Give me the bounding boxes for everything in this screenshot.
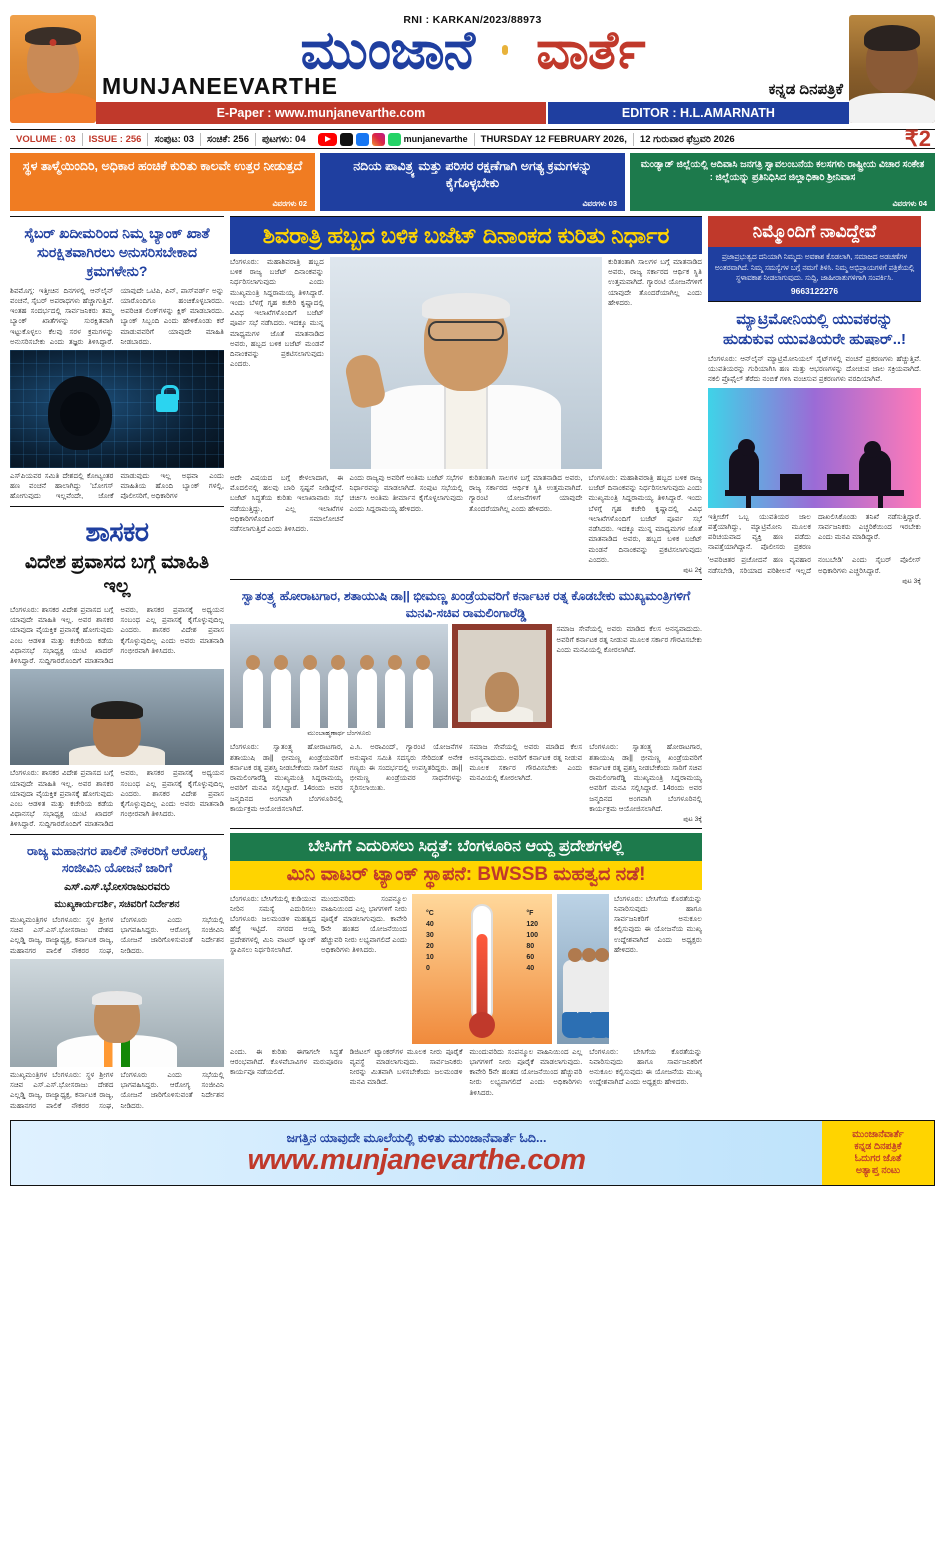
paper-title xyxy=(96,21,849,81)
article-cyber-safety-headline: ಸೈಬರ್ ಖದೀಮರಿಂದ ನಿಮ್ಮ ಬ್ಯಾಂಕ್ ಖಾತೆ ಸುರಕ್ಷಿತವಾಗಿರಲು ಅನುಸರಿಸಬೇಕಾದ ಕ್ರಮಗಳೇನು? xyxy=(24,225,210,279)
article-matrimony-col2: ಇತ್ತೀಚೆಗೆ ಒಬ್ಬ ಯುವತಿಯರ ಜಾಲ ಪತ್ತೆಯಾಗಿದ್ದು, ಮ್ಯಾಟ್ರಿಮೋನಿ ಮೂಲಕ ಪರಿಚಯವಾದ ವ್ಯಕ್ತಿ ಹಣ ಪಡೆದು ನಾಪತ್ತೆಯಾಗಿದ್ದಾನೆ. ಪೊಲೀಸರು ಪ್ರಕರಣ ದಾಖಲಿಸಿಕೊಂಡು ತನಿಖೆ ನಡೆಸುತ್ತಿದ್ದಾರೆ. ಸಾರ್ವಜನಿಕರು ಎಚ್ಚರಿಕೆಯಿಂದ ಇರಬೇಕು ಎಂದು ಮನವಿ ಮಾಡಿದ್ದಾರೆ. xyxy=(708,511,921,552)
paper-title-part1: ಮುಂಜಾನೆ xyxy=(300,21,475,81)
article-khandre-title: ಸ್ವಾತಂತ್ರ್ಯ ಹೋರಾಟಗಾರ, ಶತಾಯುಷಿ ಡಾ|| ಭೀಮಣ್ಣ ಖಂಡ್ರೆಯವರಿಗೆ ಕರ್ನಾಟಕ ರತ್ನ ಕೊಡಬೇಕು ಮುಖ್ಯಮಂತ್ರಿಗಳಿಗೆ ಮನವಿ-ಸಚಿವ ರಾಮಲಿಂಗಾರೆಡ್ಡಿ xyxy=(241,588,691,620)
article-health-scheme[interactable] xyxy=(10,835,224,1115)
epaper-link[interactable]: E-Paper : www.munjanevarthe.com xyxy=(96,102,548,124)
left-column xyxy=(10,216,224,1115)
banner-side-line-3: ಓದುಗರ ಜೊತೆ xyxy=(854,1153,902,1165)
price-label: ₹2 xyxy=(904,126,931,151)
article-bwssb[interactable] xyxy=(230,829,702,1102)
water-queue-photo xyxy=(557,894,609,1044)
social-handle: munjanevarthe xyxy=(403,134,468,144)
issue-info-strip xyxy=(10,126,935,151)
rni-number: RNI : KARKAN/2023/88973 xyxy=(403,14,542,27)
khandre-photos xyxy=(230,624,702,738)
khandre-page-note: ಪುಟ 3ಕ್ಕೆ xyxy=(683,815,702,823)
lead-col-1: ಬೆಂಗಳೂರು: ಮಹಾಶಿವರಾತ್ರಿ ಹಬ್ಬದ ಬಳಿಕ ರಾಜ್ಯ ಬಜೆಟ್ ದಿನಾಂಕವನ್ನು ನಿರ್ಧರಿಸಲಾಗುವುದು ಎಂದು ಮುಖ್ಯಮಂತ್ರಿ ಸಿದ್ದರಾಮಯ್ಯ ತಿಳಿಸಿದ್ದಾರೆ. ಇಂದು ಬೆಳಗ್ಗೆ ಗೃಹ ಕಚೇರಿ ಕೃಷ್ಣಾದಲ್ಲಿ ವಿವಿಧ ಇಲಾಖೆಗಳೊಂದಿಗೆ ಬಜೆಟ್ ಪೂರ್ವ ಸಭೆ ನಡೆಸಿದರು. ಇದಕ್ಕೂ ಮುನ್ನ ಮಾಧ್ಯಮಗಳ ಜೊತೆ ಮಾತನಾಡಿದ ಅವರು, ಹಬ್ಬದ ಬಳಿಕ ಬಜೆಟ್ ಮಂಡನೆ ದಿನಾಂಕವನ್ನು ಪ್ರಕಟಿಸಲಾಗುವುದು ಎಂದರು. xyxy=(230,257,324,369)
article-mla-body-bottom: ಬೆಂಗಳೂರು: ಶಾಸಕರ ವಿದೇಶ ಪ್ರವಾಸದ ಬಗ್ಗೆ ಯಾವುದೇ ಮಾಹಿತಿ ಇಲ್ಲ. ಅವರ ಶಾಸಕರ ಯಾವುದಾ ವೈಯಕ್ತಿಕ ಪ್ರವಾಸಕ್ಕೆ ಹೋಗುವುದು ಎಂಬ ಆಡಳಿತ ಮತ್ತು ಕಚೇರಿಯ ಕಡೆಯ ವಿಧಾನಸಭೆ ಸಭಾಧ್ಯಕ್ಷ ಯುಟಿ ಖಾದರ್ ತಿಳಿಸಿದ್ದಾರೆ. ಸುದ್ದಿಗಾರರೊಂದಿಗೆ ಮಾತನಾಡಿದ ಅವರು, ಶಾಸಕರ ಪ್ರವಾಸಕ್ಕೆ ಅಧ್ಯಯನ ಸಂಬಂಧ ಎಲ್ಲ ಪ್ರವಾಸಕ್ಕೆ ಕೈಗೊಳ್ಳುವುದಿಲ್ಲ ಎಂದರು. ಶಾಸಕರ ವಿದೇಶ ಪ್ರವಾಸ ಕೈಗೊಳ್ಳುವುದಿಲ್ಲ ಎಂದು ಅವರು ಮಾತನಾಡಿ ಗಂಭೀರವಾಗಿ ತಿಳಿಸಿದರು. xyxy=(10,768,224,829)
article-khandre-col5: ಬೆಂಗಳೂರು: ಸ್ವಾತಂತ್ರ್ಯ ಹೋರಾಟಗಾರ, ಶತಾಯುಷಿ ಡಾ|| ಭೀಮಣ್ಣ ಖಂಡ್ರೆಯವರಿಗೆ ಕರ್ನಾಟಕ ರತ್ನ ಪ್ರಶಸ್ತಿ ನೀಡಬೇಕೆಂದು ಸಾರಿಗೆ ಸಚಿವ ರಾಮಲಿಂಗಾರೆಡ್ಡಿ ಮುಖ್ಯಮಂತ್ರಿ ಸಿದ್ದರಾಮಯ್ಯ ಅವರಿಗೆ ಮನವಿ ಸಲ್ಲಿಸಿದ್ದಾರೆ. 14ರಂದು ಅವರ ಜನ್ಮದಿನದ ಅಂಗವಾಗಿ ಬೆಂಗಳೂರಿನಲ್ಲಿ ಕಾರ್ಯಕ್ರಮ ಆಯೋಜಿಸಲಾಗಿದೆ. xyxy=(589,742,702,813)
article-matrimony-col3: 'ಅಪರಿಚಿತರ ಪ್ರಚೋದನೆ ಹಣ ವ್ಯವಹಾರ ನಡೆಸಬೇಡಿ, ಸರಿಯಾದ ಪರಿಶೀಲನೆ ಇಲ್ಲದೆ ನಂಬಬೇಡಿ' ಎಂದು ಸೈಬರ್ ಪೊಲೀಸ್ ಅಧಿಕಾರಿಗಳು ಎಚ್ಚರಿಸಿದ್ದಾರೆ. xyxy=(708,555,921,575)
article-bheemanna-khandre[interactable] xyxy=(230,579,702,829)
paper-title-latin: MUNJANEEVARTHE xyxy=(102,72,338,99)
issue-label: ISSUE : 256 xyxy=(88,133,142,145)
article-health-title2: ಎಸ್.ಎಸ್.ಭೋಸರಾಜುರವರು xyxy=(64,881,170,894)
group-photo-caption: ಮುಂಬಾಹ್ಮಣಾರ್ಥ ಬೆಂಗಳೂರು xyxy=(307,730,372,738)
bwssb-col-5: ಬೆಂಗಳೂರು: ಬೇಸಿಗೆಯ ಕೊರತೆಯನ್ನು ನಿವಾರಿಸುವುದು ಹಾಗೂ ಸಾರ್ವಜನಿಕರಿಗೆ ಅನುಕೂಲ ಕಲ್ಪಿಸುವುದು ಈ ಯೋಜನೆಯ ಮುಖ್ಯ ಉದ್ದೇಶವಾಗಿದೆ ಎಂದು ಅಧ್ಯಕ್ಷರು ಹೇಳಿದರು. xyxy=(614,893,702,954)
paper-title-part2: ವಾರ್ತೆ xyxy=(536,21,645,81)
top-headline-2-text: ನದಿಯ ಪಾವಿತ್ರ್ಯ ಮತ್ತು ಪರಿಸರ ರಕ್ಷಣೆಗಾಗಿ ಅಗತ್ಯ ಕ್ರಮಗಳನ್ನು ಕೈಗೊಳ್ಳಬೇಕು xyxy=(353,159,592,191)
banner-side-line-1: ಮುಂಜಾನೆವಾರ್ತೆ xyxy=(852,1129,904,1141)
promo-body-box xyxy=(708,247,921,301)
pages-label-kn: ಪುಟಗಳು: 04 xyxy=(261,133,306,145)
website-banner-side xyxy=(822,1121,934,1185)
whatsapp-icon[interactable] xyxy=(388,133,401,146)
content-grid xyxy=(10,216,935,1115)
article-khandre-col4: ಸಮಾಜ ಸೇವೆಯಲ್ಲಿ ಅವರು ಮಾಡಿದ ಕೆಲಸ ಅನನ್ಯವಾದುದು. ಅವರಿಗೆ ಕರ್ನಾಟಕ ರತ್ನ ನೀಡುವ ಮೂಲಕ ಸರ್ಕಾರ ಗೌರವಿಸಬೇಕು ಎಂದು ಮನವಿಯಲ್ಲಿ ಕೋರಲಾಗಿದೆ. xyxy=(469,742,583,783)
volume-label-kn: ಸಂಪುಟ: 03 xyxy=(154,133,195,145)
paper-tagline: ಕನ್ನಡ ದಿನಪತ್ರಿಕೆ xyxy=(768,80,843,98)
lead-col-5: ಕುರಿತಂತಾಗಿ ಸಾಲಗಳ ಬಗ್ಗೆ ಮಾತನಾಡಿದ ಅವರು, ರಾಜ್ಯ ಸರ್ಕಾರದ ಆರ್ಥಿಕ ಸ್ಥಿತಿ ಉತ್ತಮವಾಗಿದೆ. ಗ್ಯಾರಂಟಿ ಯೋಜನೆಗಳಿಗೆ ಯಾವುದೇ ತೊಂದರೆಯಾಗಿಲ್ಲ ಎಂದು ಹೇಳಿದರು. xyxy=(469,473,583,513)
website-banner-main[interactable] xyxy=(11,1121,822,1185)
bwssb-col-3: ಎಂದು. ಈ ಕುರಿತು ಈಗಾಗಲೇ ಸಿದ್ಧತೆ ಆರಂಭವಾಗಿದೆ. ಕೊಳವೆಬಾವಿಗಳ ಮರುಪೂರಣ ಕಾರ್ಯವೂ ನಡೆಯಲಿದೆ. xyxy=(230,1046,343,1077)
portrait-frame-photo xyxy=(452,624,552,728)
volume-label: VOLUME : 03 xyxy=(16,133,76,145)
article-matrimony-title: ಮ್ಯಾಟ್ರಿಮೋನಿಯಲ್ಲಿ ಯುವಕರನ್ನು ಹುಡುಕುವ ಯುವತಿಯರೇ ಹುಷಾರ್..! xyxy=(722,311,907,349)
minister-photo xyxy=(10,959,224,1067)
article-matrimony-warning[interactable] xyxy=(708,301,921,590)
lead-col-3: ಎಂದು ರಾಜ್ಯವು ಅವರಿಗೆ ಅಂತಿಮ ಬಜೆಟ್ ಸಭೆಗಳ ನಿರ್ಧಾರವನ್ನು ಮಾಡಲಾಗಿದೆ. ಸಂಪುಟ ಸಭೆಯಲ್ಲಿ ಚರ್ಚಿಸಿ ಅಂತಿಮ ತೀರ್ಮಾನ ಕೈಗೊಳ್ಳಲಾಗುವುದು ಎಂದು ಸಿದ್ದರಾಮಯ್ಯ ಹೇಳಿದರು. xyxy=(349,473,463,513)
top-headline-3-text: ಮಂಡ್ಯಾಡ್ ಜಿಲ್ಲೆಯಲ್ಲಿ ಆದಿವಾಸಿ ಜನಗತ್ರಿ ಸ್ವಾವಲಂಬನೆಯ ಕಲಸಗಳು ರಾಷ್ಟ್ರೀಯ ವಿಚಾರ ಸಂಕೇತ : ಜಿಲ್ಲೆಯನ್ನು ಪ್ರತಿನಿಧಿಸಿದ ಜಿಲ್ಲಾಧಿಕಾರಿ ಶ್ರೀನಿವಾಸ xyxy=(640,159,925,184)
epaper-bar xyxy=(96,102,849,124)
article-budget-lead[interactable] xyxy=(230,216,702,579)
editor-photo-left xyxy=(10,15,96,123)
article-matrimony-col1: ಬೆಂಗಳೂರು: ಆನ್‌ಲೈನ್ ಮ್ಯಾಟ್ರಿಮೋನಿಯಲ್ ಸೈಟ್‌ಗಳಲ್ಲಿ ವಂಚನೆ ಪ್ರಕರಣಗಳು ಹೆಚ್ಚುತ್ತಿವೆ. ಯುವತಿಯರನ್ನು ಗುರಿಯಾಗಿಸಿ ಹಣ ಮತ್ತು ಆಭರಣಗಳನ್ನು ದೋಚುವ ಜಾಲ ಸಕ್ರಿಯವಾಗಿದೆ. ನಕಲಿ ಪ್ರೊಫೈಲ್ ತೆರೆದು ನಂಬಿಕೆ ಗಳಿಸಿ ವಂಚಿಸುವ ಪ್ರಕರಣಗಳು ವರದಿಯಾಗಿವೆ. xyxy=(708,353,921,384)
article-health-title1: ರಾಜ್ಯ ಮಹಾನಗರ ಪಾಲಿಕೆ ನೌಕರರಿಗೆ ಆರೋಗ್ಯ ಸಂಜೀವಿನಿ ಯೋಜನೆ ಜಾರಿಗೆ xyxy=(27,843,207,875)
lead-col-6: ಬೆಂಗಳೂರು: ಮಹಾಶಿವರಾತ್ರಿ ಹಬ್ಬದ ಬಳಿಕ ರಾಜ್ಯ ಬಜೆಟ್ ದಿನಾಂಕವನ್ನು ನಿರ್ಧರಿಸಲಾಗುವುದು ಎಂದು ಮುಖ್ಯಮಂತ್ರಿ ಸಿದ್ದರಾಮಯ್ಯ ತಿಳಿಸಿದ್ದಾರೆ. ಇಂದು ಬೆಳಗ್ಗೆ ಗೃಹ ಕಚೇರಿ ಕೃಷ್ಣಾದಲ್ಲಿ ವಿವಿಧ ಇಲಾಖೆಗಳೊಂದಿಗೆ ಬಜೆಟ್ ಪೂರ್ವ ಸಭೆ ನಡೆಸಿದರು. ಇದಕ್ಕೂ ಮುನ್ನ ಮಾಧ್ಯಮಗಳ ಜೊತೆ ಮಾತನಾಡಿದ ಅವರು, ಹಬ್ಬದ ಬಳಿಕ ಬಜೆಟ್ ಮಂಡನೆ ದಿನಾಂಕವನ್ನು ಪ್ರಕಟಿಸಲಾಗುವುದು ಎಂದರು. xyxy=(588,473,702,564)
article-khandre-col1: ಬೆಂಗಳೂರು: ಸ್ವಾತಂತ್ರ್ಯ ಹೋರಾಟಗಾರ, ಶತಾಯುಷಿ ಡಾ|| ಭೀಮಣ್ಣ ಖಂಡ್ರೆಯವರಿಗೆ ಕರ್ನಾಟಕ ರತ್ನ ಪ್ರಶಸ್ತಿ ನೀಡಬೇಕೆಂದು ಸಾರಿಗೆ ಸಚಿವ ರಾಮಲಿಂಗಾರೆಡ್ಡಿ ಮುಖ್ಯಮಂತ್ರಿ ಸಿದ್ದರಾಮಯ್ಯ ಅವರಿಗೆ ಮನವಿ ಸಲ್ಲಿಸಿದ್ದಾರೆ. 14ರಂದು ಅವರ ಜನ್ಮದಿನದ ಅಂಗವಾಗಿ ಬೆಂಗಳೂರಿನಲ್ಲಿ ಕಾರ್ಯಕ್ರಮ ಆಯೋಜಿಸಲಾಗಿದೆ. xyxy=(230,742,343,813)
right-column xyxy=(708,216,921,1115)
article-health-body-bottom: ಮುಖ್ಯಮಂತ್ರಿಗಳ ಬೆಂಗಳೂರು: ಸ್ಥಳ ಶ್ರೀಗಳ ಸಚಿವ ಎಸ್.ಎಸ್.ಭೋಸರಾಜು ದೇಶದ ಎಲ್ಲಡ್ಡಿ ರಾಜ್ಯ, ರಾಜ್ಯಾಧ್ಯಕ್ಷ, ಕರ್ನಾಟಕ ರಾಜ್ಯ, ಮಹಾನಗರ ಪಾಲಿಕೆ ನೌಕರರ ಸಂಘ, ಬೆಂಗಳೂರು ಎಂದು ಸಭೆಯಲ್ಲಿ ಭಾಗವಹಿಸಿದ್ದರು. ಆರೋಗ್ಯ ಸಂಜೀವಿನಿ ಯೋಜನೆ ಜಾರಿಗೊಳಿಸುವಂತೆ ನಿರ್ದೇಶನ ನೀಡಿದರು. xyxy=(10,1069,224,1110)
bwssb-band-1: ಬೇಸಿಗೆಗೆ ಎದುರಿಸಲು ಸಿದ್ಧತೆ: ಬೆಂಗಳೂರಿನ ಆಯ್ದ ಪ್ರದೇಶಗಳಲ್ಲಿ xyxy=(230,833,702,861)
lead-page-note: ಪುಟ 2ಕ್ಕೆ xyxy=(683,566,702,574)
article-mla-title2: ವಿದೇಶ ಪ್ರವಾಸದ ಬಗ್ಗೆ ಮಾಹಿತಿ ಇಲ್ಲ xyxy=(24,551,210,598)
article-health-title3: ಮುಖ್ಯಕಾರ್ಯದರ್ಶಿ, ಸಚಿವರಿಗೆ ನಿರ್ದೇಶನ xyxy=(54,898,180,910)
cyber-photo xyxy=(10,350,224,468)
article-mla-title1: ಶಾಸಕರ xyxy=(85,516,149,547)
mla-photo xyxy=(10,669,224,765)
top-headline-1[interactable] xyxy=(10,153,315,211)
article-cyber-safety-body: ಶಿವಮೊಗ್ಗ: ಇತ್ತೀಚಿನ ದಿನಗಳಲ್ಲಿ ಆನ್‌ಲೈನ್ ವಂಚನೆ, ಸೈಬರ್ ಅಪರಾಧಗಳು ಹೆಚ್ಚಾಗುತ್ತಿವೆ. ಇಂತಹ ಸಂದರ್ಭದಲ್ಲಿ ಸಾರ್ವಜನಿಕರು ತಮ್ಮ ಬ್ಯಾಂಕ್ ಖಾತೆಗಳನ್ನು ಸುರಕ್ಷಿತವಾಗಿ ಇಟ್ಟುಕೊಳ್ಳಲು ಕೆಲವು ಸರಳ ಕ್ರಮಗಳನ್ನು ಅನುಸರಿಸಬೇಕು ಎಂದು ತಜ್ಞರು ತಿಳಿಸಿದ್ದಾರೆ. ಯಾವುದೇ ಒಟಿಪಿ, ಪಿನ್, ಪಾಸ್‌ವರ್ಡ್ ಅನ್ನು ಯಾರೊಂದಿಗೂ ಹಂಚಿಕೊಳ್ಳಬಾರದು. ಅಪರಿಚಿತ ಲಿಂಕ್‌ಗಳನ್ನು ಕ್ಲಿಕ್ ಮಾಡಬಾರದು. ಬ್ಯಾಂಕ್ ಸಿಬ್ಬಂದಿ ಎಂದು ಹೇಳಿಕೊಂಡು ಕರೆ ಮಾಡುವವರಿಗೆ ಯಾವುದೇ ಮಾಹಿತಿ ನೀಡಬಾರದು. xyxy=(10,285,224,346)
bwssb-col-1: ಬೆಂಗಳೂರು: ಬೇಸಿಗೆಯಲ್ಲಿ ಕುಡಿಯುವ ನೀರಿನ ಸಮಸ್ಯೆ ಎದುರಿಸಲು ಬೆಂಗಳೂರು ಜಲಮಂಡಳಿ ಮಹತ್ವದ ಹೆಜ್ಜೆ ಇಟ್ಟಿದೆ. ನಗರದ ಆಯ್ದ ಪ್ರದೇಶಗಳಲ್ಲಿ ಮಿನಿ ವಾಟರ್ ಟ್ಯಾಂಕ್ ಸ್ಥಾಪಿಸಲು ನಿರ್ಧರಿಸಲಾಗಿದೆ. xyxy=(230,893,316,954)
top-headline-1-text: ಸ್ಥಳ ತಾಳ್ಮೆಯಿಂದಿರಿ, ಅಧಿಕಾರ ಹಂಚಿಕೆ ಕುರಿತು ಕಾಲವೇ ಉತ್ತರ ನೀಡುತ್ತದೆ xyxy=(22,159,303,173)
promo-title: ನಿಮ್ಮೊಂದಿಗೆ ನಾವಿದ್ದೇವೆ xyxy=(708,216,921,247)
date-english: THURSDAY 12 FEBRUARY 2026, xyxy=(480,133,627,145)
bwssb-col-6: ಮುಂದುವರಿದು ಸಂಪನ್ಮೂಲ ವಾಹಿನಿಯಿಂದ ಎಲ್ಲ ಭಾಗಗಳಿಗೆ ನೀರು ಪೂರೈಕೆ ಮಾಡಲಾಗುವುದು. ಕಾವೇರಿ 5ನೇ ಹಂತದ ಯೋಜನೆಯಿಂದ ಹೆಚ್ಚುವರಿ ನೀರು ಲಭ್ಯವಾಗಲಿದೆ ಎಂದು ಅಧಿಕಾರಿಗಳು ತಿಳಿಸಿದರು. xyxy=(469,1046,583,1097)
website-banner-tagline: ಜಗತ್ತಿನ ಯಾವುದೇ ಮೂಲೆಯಲ್ಲಿ ಕುಳಿತು ಮುಂಜಾನೆವಾರ್ತೆ ಓದಿ... xyxy=(286,1130,547,1145)
center-column xyxy=(230,216,702,1115)
top-headline-2-page: ವಿವರಗಳು 03 xyxy=(582,199,617,208)
promo-box[interactable] xyxy=(708,216,921,301)
banner-side-line-4: ಅತ್ಯಾಪ್ತ ನಂಟು xyxy=(855,1165,901,1177)
instagram-icon[interactable] xyxy=(372,133,385,146)
thermometer-photo xyxy=(412,894,552,1044)
facebook-icon[interactable] xyxy=(356,133,369,146)
lead-columns xyxy=(230,254,702,469)
bwssb-band-2: ಮಿನಿ ವಾಟರ್ ಟ್ಯಾಂಕ್ ಸ್ಥಾಪನೆ: BWSSB ಮಹತ್ವದ ನಡೆ! xyxy=(230,861,702,890)
thermometer-scale-f: °F 120 100 80 60 40 xyxy=(526,909,538,972)
group-photo xyxy=(230,624,448,728)
twitter-icon[interactable] xyxy=(340,133,353,146)
top-headline-2[interactable] xyxy=(320,153,625,211)
masthead-title-block xyxy=(96,14,849,123)
lead-col-4: ಕುರಿತಂತಾಗಿ ಸಾಲಗಳ ಬಗ್ಗೆ ಮಾತನಾಡಿದ ಅವರು, ರಾಜ್ಯ ಸರ್ಕಾರದ ಆರ್ಥಿಕ ಸ್ಥಿತಿ ಉತ್ತಮವಾಗಿದೆ. ಗ್ಯಾರಂಟಿ ಯೋಜನೆಗಳಿಗೆ ಯಾವುದೇ ತೊಂದರೆಯಾಗಿಲ್ಲ ಎಂದು ಹೇಳಿದರು. xyxy=(608,257,702,307)
issue-label-kn: ಸಂಚಿಕೆ: 256 xyxy=(207,133,249,145)
article-mla-body-top: ಬೆಂಗಳೂರು: ಶಾಸಕರ ವಿದೇಶ ಪ್ರವಾಸದ ಬಗ್ಗೆ ಯಾವುದೇ ಮಾಹಿತಿ ಇಲ್ಲ. ಅವರ ಶಾಸಕರ ಯಾವುದಾ ವೈಯಕ್ತಿಕ ಪ್ರವಾಸಕ್ಕೆ ಹೋಗುವುದು ಎಂಬ ಆಡಳಿತ ಮತ್ತು ಕಚೇರಿಯ ಕಡೆಯ ವಿಧಾನಸಭೆ ಸಭಾಧ್ಯಕ್ಷ ಯುಟಿ ಖಾದರ್ ತಿಳಿಸಿದ್ದಾರೆ. ಸುದ್ದಿಗಾರರೊಂದಿಗೆ ಮಾತನಾಡಿದ ಅವರು, ಶಾಸಕರ ಪ್ರವಾಸಕ್ಕೆ ಅಧ್ಯಯನ ಸಂಬಂಧ ಎಲ್ಲ ಪ್ರವಾಸಕ್ಕೆ ಕೈಗೊಳ್ಳುವುದಿಲ್ಲ ಎಂದರು. ಶಾಸಕರ ವಿದೇಶ ಪ್ರವಾಸ ಕೈಗೊಳ್ಳುವುದಿಲ್ಲ ಎಂದು ಅವರು ಮಾತನಾಡಿ ಗಂಭೀರವಾಗಿ ತಿಳಿಸಿದರು. xyxy=(10,605,224,666)
bwssb-content-row xyxy=(230,890,702,1044)
article-cyber-safety[interactable] xyxy=(10,216,224,507)
bwssb-col-2: ಮುಂದುವರಿದು ಸಂಪನ್ಮೂಲ ವಾಹಿನಿಯಿಂದ ಎಲ್ಲ ಭಾಗಗಳಿಗೆ ನೀರು ಪೂರೈಕೆ ಮಾಡಲಾಗುವುದು. ಕಾವೇರಿ 5ನೇ ಹಂತದ ಯೋಜನೆಯಿಂದ ಹೆಚ್ಚುವರಿ ನೀರು ಲಭ್ಯವಾಗಲಿದೆ ಎಂದು ಅಧಿಕಾರಿಗಳು ತಿಳಿಸಿದರು. xyxy=(321,893,407,954)
thermometer-scale-c: °C 40 30 20 10 0 xyxy=(426,909,434,972)
website-banner-url[interactable]: www.munjanevarthe.com xyxy=(247,1143,586,1176)
article-cyber-safety-caption: ಎಸ್‌ಪಿಯವರ ಸಮಿತಿ ದೇಶದಲ್ಲಿ ಕೋಟ್ಯಂತರ ಹಣ ವಂಚನೆ ಹಾಲಾಗಿದ್ದು 'ಬೋಗಸ್ ಹೋಗುವುದು ಇಲ್ಲವೆಂದೇ, ಜೋಕೆ ಮಾಡುವುದು ಇಲ್ಲ ಅಥವಾ ಎಂದು ಮಾಹಿತಿಯ ಹೊಂದಿ ಬ್ಯಾಂಕ್ ಗಳಲ್ಲಿ, ಪೊಲೀಸರಿಗೆ, ಅಧಿಕಾರಿಗಳ xyxy=(10,470,224,501)
article-khandre-col3: ಸಮಾಜ ಸೇವೆಯಲ್ಲಿ ಅವರು ಮಾಡಿದ ಕೆಲಸ ಅನನ್ಯವಾದುದು. ಅವರಿಗೆ ಕರ್ನಾಟಕ ರತ್ನ ನೀಡುವ ಮೂಲಕ ಸರ್ಕಾರ ಗೌರವಿಸಬೇಕು ಎಂದು ಮನವಿಯಲ್ಲಿ ಕೋರಲಾಗಿದೆ. xyxy=(556,624,702,654)
masthead xyxy=(10,6,935,126)
matrimony-page-note: ಪುಟ 3ಕ್ಕೆ xyxy=(902,577,921,585)
lead-headline: ಶಿವರಾತ್ರಿ ಹಬ್ಬದ ಬಳಿಕ ಬಜೆಟ್ ದಿನಾಂಕದ ಕುರಿತು ನಿರ್ಧಾರ xyxy=(262,223,670,248)
date-kannada: 12 ಗುರುವಾರ ಫೆಬ್ರವರಿ 2026 xyxy=(639,133,735,145)
bwssb-col-7: ಬೆಂಗಳೂರು: ಬೇಸಿಗೆಯ ಕೊರತೆಯನ್ನು ನಿವಾರಿಸುವುದು ಹಾಗೂ ಸಾರ್ವಜನಿಕರಿಗೆ ಅನುಕೂಲ ಕಲ್ಪಿಸುವುದು ಈ ಯೋಜನೆಯ ಮುಖ್ಯ ಉದ್ದೇಶವಾಗಿದೆ ಎಂದು ಅಧ್ಯಕ್ಷರು ಹೇಳಿದರು. xyxy=(589,1046,702,1087)
cm-photo xyxy=(330,257,602,469)
matrimony-photo xyxy=(708,388,921,508)
lead-headline-band xyxy=(230,217,702,254)
top-headline-1-page: ವಿವರಗಳು 02 xyxy=(272,199,307,208)
website-banner[interactable] xyxy=(10,1120,935,1186)
article-health-body-top: ಮುಖ್ಯಮಂತ್ರಿಗಳ ಬೆಂಗಳೂರು: ಸ್ಥಳ ಶ್ರೀಗಳ ಸಚಿವ ಎಸ್.ಎಸ್.ಭೋಸರಾಜು ದೇಶದ ಎಲ್ಲಡ್ಡಿ ರಾಜ್ಯ, ರಾಜ್ಯಾಧ್ಯಕ್ಷ, ಕರ್ನಾಟಕ ರಾಜ್ಯ, ಮಹಾನಗರ ಪಾಲಿಕೆ ನೌಕರರ ಸಂಘ, ಬೆಂಗಳೂರು ಎಂದು ಸಭೆಯಲ್ಲಿ ಭಾಗವಹಿಸಿದ್ದರು. ಆರೋಗ್ಯ ಸಂಜೀವಿನಿ ಯೋಜನೆ ಜಾರಿಗೊಳಿಸುವಂತೆ ನಿರ್ದೇಶನ ನೀಡಿದರು. xyxy=(10,915,224,955)
article-mla-foreign-trip[interactable] xyxy=(10,507,224,835)
top-headline-3[interactable] xyxy=(630,153,935,211)
banner-side-line-2: ಕನ್ನಡ ದಿನಪತ್ರಿಕೆ xyxy=(854,1141,902,1153)
youtube-icon[interactable] xyxy=(318,133,337,146)
top-headline-strip xyxy=(10,153,935,211)
editor-name: EDITOR : H.L.AMARNATH xyxy=(548,102,849,124)
bwssb-col-4: ಡಿಜಿಟಲ್ ಟ್ಯಾಂಕರ್‌ಗಳ ಮೂಲಕ ನೀರು ಪೂರೈಕೆ ವ್ಯವಸ್ಥೆ ಮಾಡಲಾಗುವುದು. ಸಾರ್ವಜನಿಕರು ನೀರನ್ನು ಮಿತವಾಗಿ ಬಳಸಬೇಕೆಂದು ಜಲಮಂಡಳಿ ಮನವಿ ಮಾಡಿದೆ. xyxy=(349,1046,463,1087)
social-links[interactable] xyxy=(312,133,474,146)
top-headline-3-page: ವಿವರಗಳು 04 xyxy=(892,199,927,208)
promo-phone[interactable]: 9663122276 xyxy=(790,286,839,297)
article-khandre-col2: ಎ.ಸಿ. ಅರಾವಿಂದ್, ಗ್ಯಾರಂಟಿ ಯೋಜನೆಗಳ ಅನುಷ್ಠಾನ ಸಮಿತಿ ಸದಸ್ಯರು ಸೇರಿದಂತೆ ಅನೇಕ ಗಣ್ಯರು ಈ ಸಂದರ್ಭದಲ್ಲಿ ಉಪಸ್ಥಿತರಿದ್ದರು. ಡಾ|| ಭೀಮಣ್ಣ ಖಂಡ್ರೆಯವರ ಸಾಧನೆಗಳನ್ನು ಸ್ಮರಿಸಲಾಯಿತು. xyxy=(349,742,463,793)
editor-photo-right xyxy=(849,15,935,123)
promo-body: ಪ್ರಜಾಪ್ರಭುತ್ವದ ದನಿಯಾಗಿ ನಿಮ್ಮದು ಅವಕಾಶ ಕೊಡಲಾಗಿ, ಸಮಾಜದ ಅಡಚಣೆಗಳ ಅಂತರವಾಗಿದೆ. ನಿಮ್ಮ ಸಮಸ್ಯೆಗಳ ಬಗ್ಗೆ ನಮಗೆ ತಿಳಿಸಿ. ನಿಮ್ಮ ಅಭಿಪ್ರಾಯಗಳಿಗೆ ಪತ್ರಿಕೆಯಲ್ಲಿ ಸ್ಥಳಾವಕಾಶ ನೀಡಲಾಗುವುದು. ಸುದ್ದಿ, ಜಾಹೀರಾತುಗಳಿಗಾಗಿ ಸಂಪರ್ಕಿಸಿ. xyxy=(714,252,915,282)
lead-col-2: ಅದೇ ವಿಷಯದ ಬಗ್ಗೆ ಕೇಳಲಾದಾಗ, ಈ ಮೊದಲಿನಲ್ಲಿ ಹಲವು ಬಾರಿ ಸ್ಪಷ್ಟನೆ ನೀಡಿದ್ದೇನೆ. ಬಜೆಟ್ ಸಿದ್ಧತೆಯ ಕುರಿತು ಇಲಾಖಾವಾರು ಸಭೆ ನಡೆಯುತ್ತಿದ್ದು, ಎಲ್ಲ ಇಲಾಖೆಗಳ ಅಧಿಕಾರಿಗಳೊಂದಿಗೆ ಸಮಾಲೋಚನೆ ನಡೆಸಲಾಗುತ್ತಿದೆ ಎಂದು ತಿಳಿಸಿದರು. xyxy=(230,473,344,534)
